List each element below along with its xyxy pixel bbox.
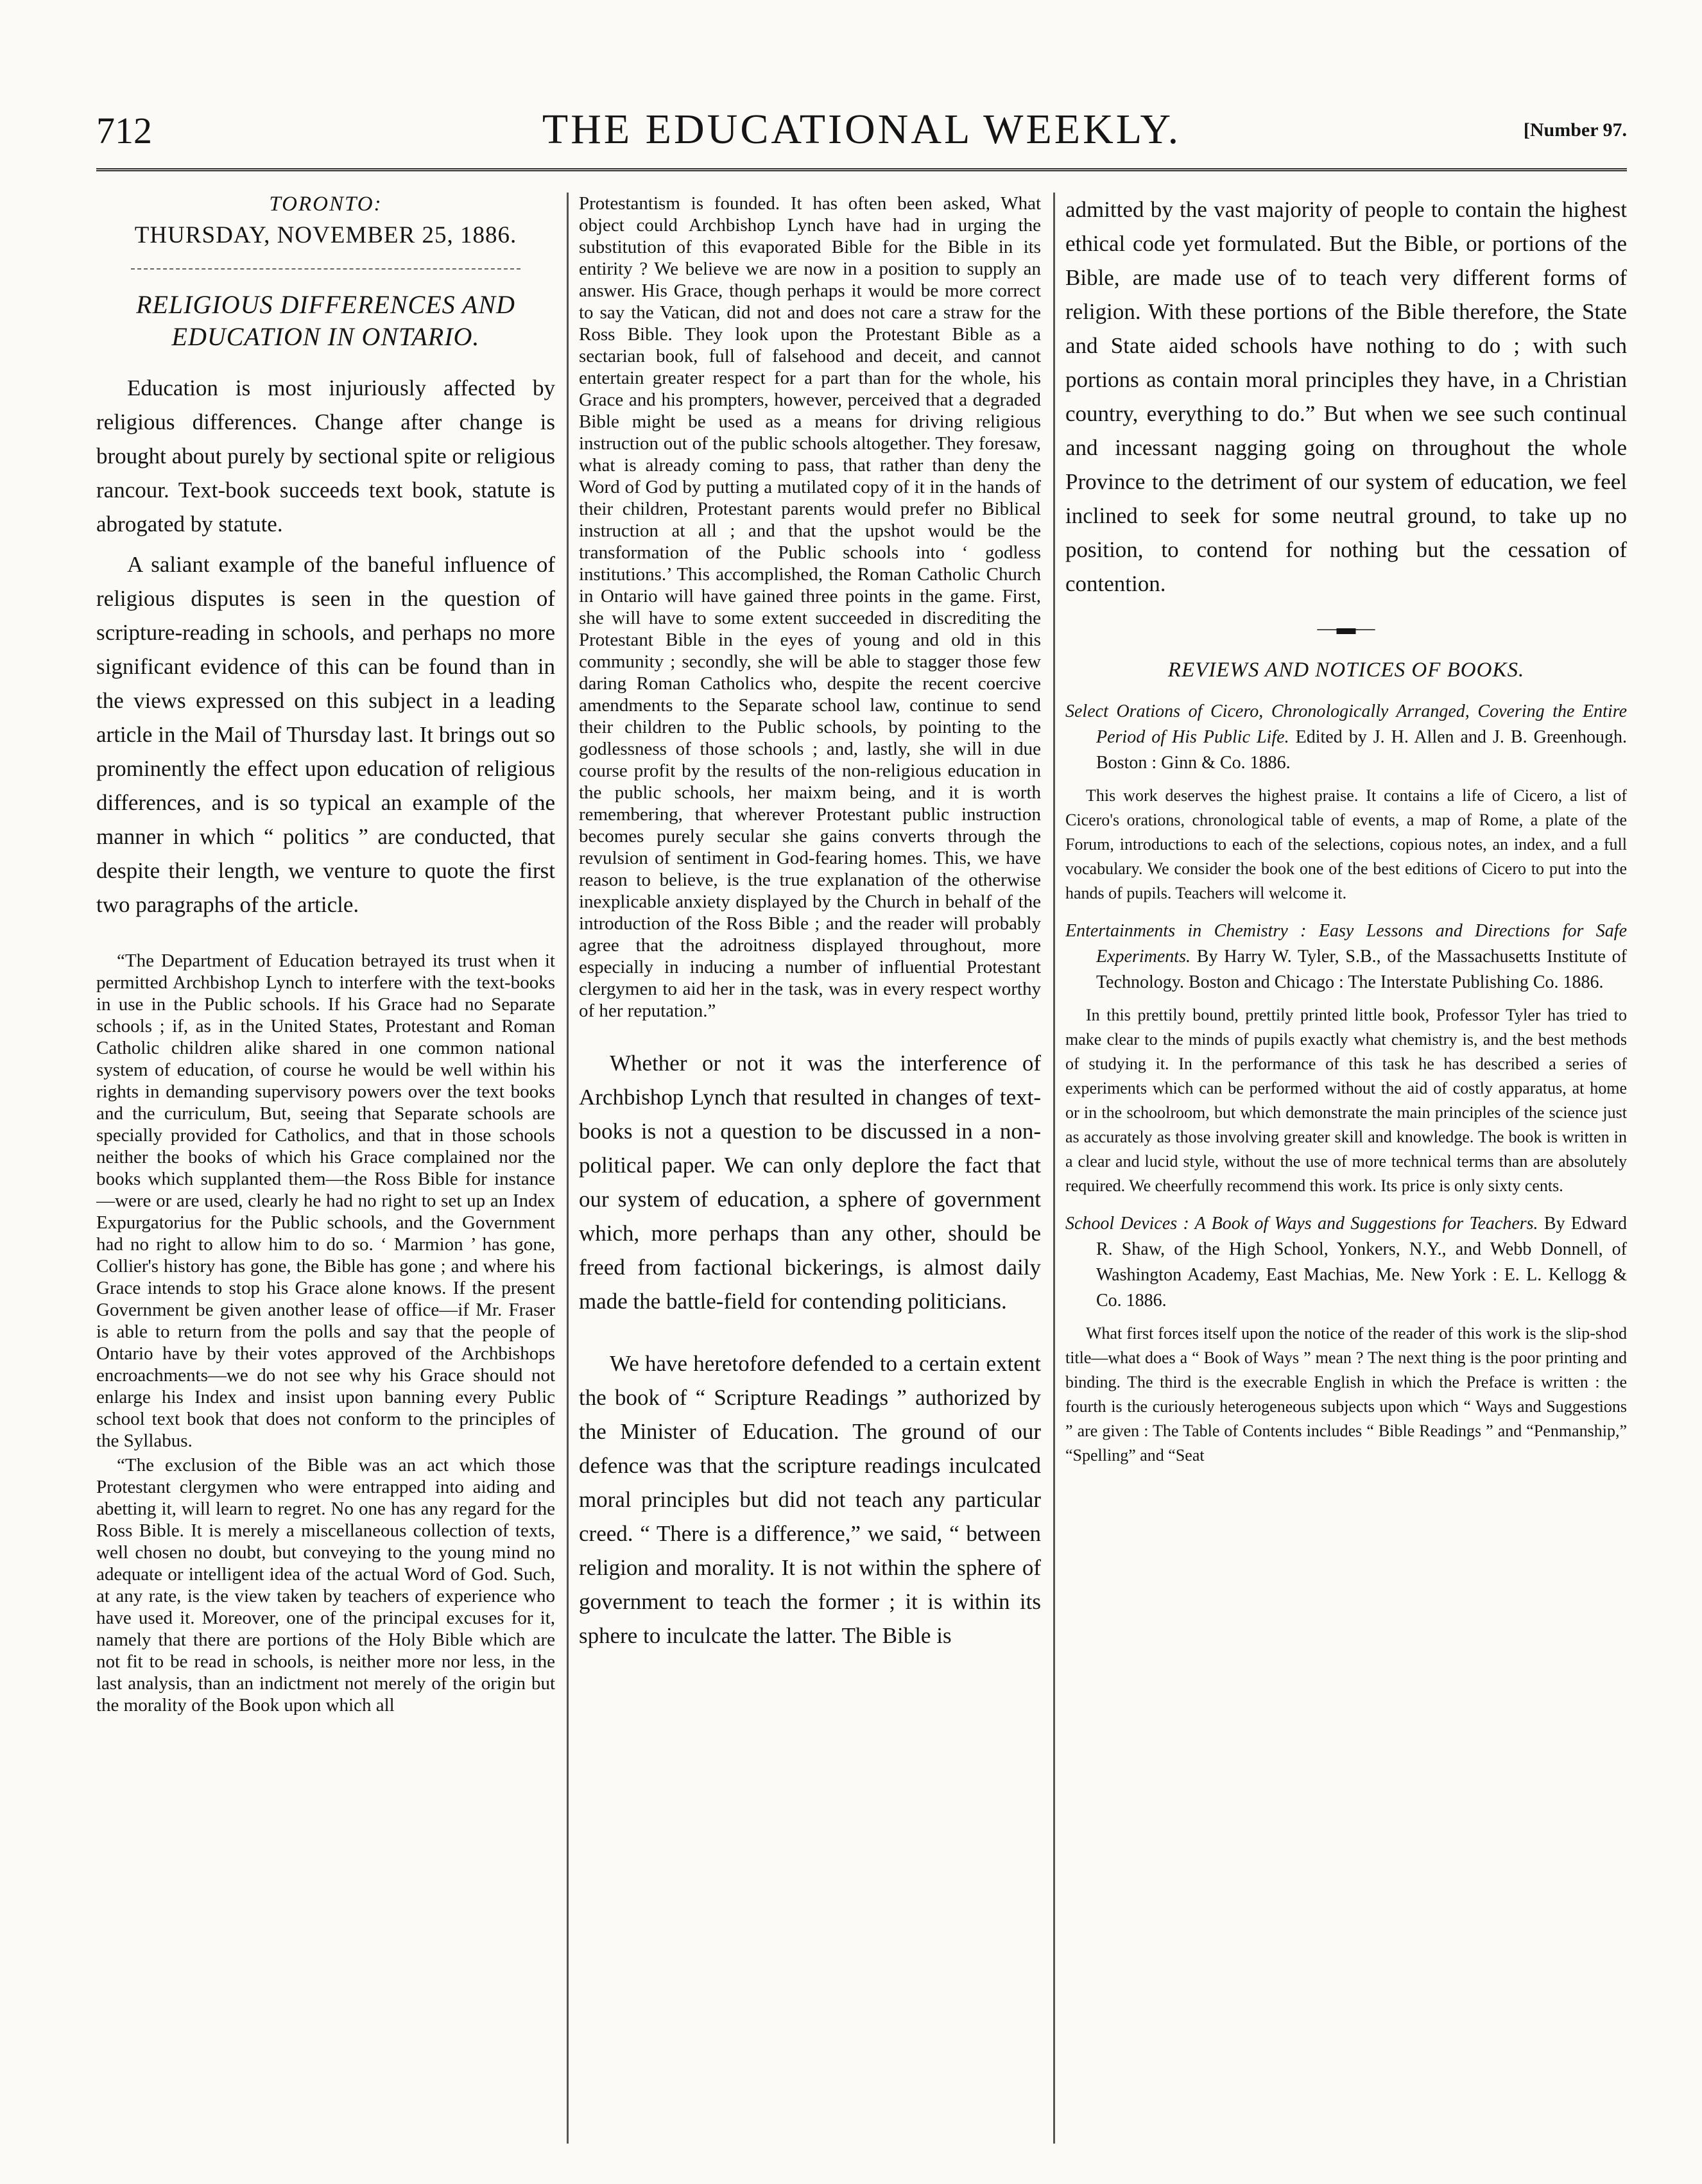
- column-rule: [1053, 193, 1055, 2144]
- reviews-heading: REVIEWS AND NOTICES OF BOOKS.: [1167, 658, 1525, 682]
- issue-number: [Number 97.: [1523, 119, 1627, 141]
- column-2: [579, 193, 1041, 2144]
- column-rule: [567, 193, 569, 2144]
- dateline-place: TORONTO:: [269, 193, 383, 216]
- quoted-paragraph-1: “The Department of Education betrayed its trust when it permitted Archbishop Lynch to interfere with the text-books in use in the Public schools. If his Grace had no Separate schools ; if, as in the United States, Protestant and Roman Catholic children alike shared in one common national system of education, of course he would be well within his rights in demanding supervisory powers over the text books and the curriculum, But, seeing that Separate schools are specially provided for Catholics, and that in those schools neither the books of which his Grace complained nor the books which supplanted them—the Ross Bible for instance—were or are used, clearly he had no right to set up an Index Expurgatorius for the Public schools, and the Government had no right to allow him to do so. ‘ Marmion ’ has gone, Collier's history has gone, the Bible has gone ; and where his Grace intends to stop his Grace alone knows. If the present Government be given another lease of office—if Mr. Fraser is able to return from the polls and say that the people of Ontario have by their votes approved of the Archbishops encroachments—we do not see why his Grace should not enlarge his Index and insist upon banning every Public school text book that does not conform to the principles of the Syllabus.: [96, 950, 555, 1451]
- quoted-paragraph-2-continued: Protestantism is founded. It has often been asked, What object could Archbishop Lynch have had in urging the substitution of this evaporated Bible for the Bible in its entirity ? We believe we are now in a position to supply an answer. His Grace, though perhaps it would be more correct to say the Vatican, did not and does not care a straw for the Ross Bible. They look upon the Protestant Bible as a sectarian book, full of falsehood and deceit, and cannot entertain greater respect for a part than for the whole, his Grace and his prompters, however, perceived that a degraded Bible might be used as a means for driving religious instruction out of the public schools altogether. They foresaw, what is already coming to pass, that rather than deny the Word of God by putting a mutilated copy of it in the hands of their children, Protestant parents would prefer no Biblical instruction at all ; and that the upshot would be the transformation of the Public schools into ‘ godless institutions.’ This accomplished, the Roman Catholic Church in Ontario will have gained three points in the game. First, she will have to some extent succeeded in discrediting the Protestant Bible in the eyes of young and old in this community ; secondly, she will be able to stagger those few daring Roman Catholics who, despite the recent coercive amendments to the Separate school law, continue to send their children to the Public schools, by pointing to the godlessness of those schools ; and, lastly, she will in due course profit by the results of the non-religious education in the public schools, her maixm being, and it is worth remembering, that wherever Protestant public instruction becomes purely secular she gains converts through the revulsion of sentiment in God-fearing homes. This, we have reason to believe, is the true explanation of the otherwise inexplicable anxiety displayed by the Church in behalf of the introduction of the Ross Bible ; and the reader will probably agree that the adroitness displayed throughout, more especially in inducing a number of influential Protestant clergymen to aid her in the task, was in every respect worthy of her reputation.”: [579, 193, 1041, 1021]
- column-3: [1065, 193, 1627, 2144]
- spacer: [579, 1325, 1041, 1346]
- page-header: [96, 96, 1627, 157]
- divider: [131, 268, 521, 270]
- quoted-paragraph-2: “The exclusion of the Bible was an act which those Protestant clergymen who were entrapped into aiding and abetting it, will learn to regret. No one has any regard for the Ross Bible. It is merely a miscellaneous collection of texts, well chosen no doubt, but conveying to the young mind no adequate or intelligent idea of the actual Word of God. Such, at any rate, is the view taken by teachers of experience who have used it. Moreover, one of the principal excuses for it, namely that there are portions of the Holy Bible which are not fit to be read in schools, is neither more nor less, in the last analysis, than an indictment not merely of the origin but the morality of the Book upon which all: [96, 1455, 555, 1715]
- review-3-body: What first forces itself upon the notice of the reader of this work is the slip-shod title—what does a “ Book of Ways ” mean ? The next thing is the poor printing and binding. The third is the execrable English in which the Preface is written : the fourth is the curiously heterogeneous subjects upon which “ Ways and Suggestions ” are given : The Table of Contents includes “ Bible Readings ” and “Penmanship,” “Spelling” and “Seat: [1065, 1324, 1627, 1465]
- article-title-line-2: EDUCATION IN ONTARIO.: [171, 322, 480, 351]
- header-rule: [96, 168, 1627, 171]
- review-2-title: Entertainments in Chemistry : Easy Lessons and Directions for Safe Experiments.: [1065, 921, 1627, 967]
- spacer: [96, 928, 555, 950]
- review-2-details: By Harry W. Tyler, S.B., of the Massachusetts Institute of Technology. Boston and Chicago : The Interstate Publishing Co. 1886.: [1096, 947, 1627, 992]
- review-3-title: School Devices : A Book of Ways and Suggestions for Teachers.: [1065, 1214, 1538, 1234]
- dateline-date: THURSDAY, NOVEMBER 25, 1886.: [134, 222, 517, 248]
- review-1-heading: [1065, 699, 1627, 776]
- article-paragraph-3: Whether or not it was the interference of Archbishop Lynch that resulted in changes of text-books is not a question to be discussed in a non-political paper. We can only deplore the fact that our system of education, a sphere of government which, more perhaps than any other, should be freed from factional bickerings, is almost daily made the battle-field for contending politicians.: [579, 1051, 1041, 1314]
- review-3-details: By Edward R. Shaw, of the High School, Yonkers, N.Y., and Webb Donnell, of Washington Academy, East Machias, Me. New York : E. L. Kellogg & Co. 1886.: [1096, 1214, 1627, 1311]
- newspaper-page: [96, 96, 1627, 2150]
- article-paragraph-2: A saliant example of the baneful influence of religious disputes is seen in the question of scripture-reading in schools, and perhaps no more significant evidence of this can be found than in the views expressed on this subject in a leading article in the Mail of Thursday last. It brings out so prominently the effect upon education of religious differences, and is so typical an example of the manner in which “ politics ” are conducted, that despite their length, we venture to quote the first two paragraphs of the article.: [96, 552, 555, 917]
- spacer: [579, 1024, 1041, 1046]
- review-1-details: Edited by J. H. Allen and J. B. Greenhough. Boston : Ginn & Co. 1886.: [1096, 727, 1627, 773]
- article-title: [96, 289, 555, 353]
- article-paragraph-1: Education is most injuriously affected by religious differences. Change after change is brought about purely by sectional spite or religious rancour. Text-book succeeds text book, statute is abrogated by statute.: [96, 375, 555, 537]
- review-2-body: In this prettily bound, prettily printed little book, Professor Tyler has tried to make clear to the minds of pupils exactly what chemistry is, and the best methods of studying it. In the performance of this task he has described a series of experiments which can be performed without the aid of costly apparatus, at home or in the schoolroom, but which demonstrate the main principles of the science just as accurately as those involving greater skill and knowledge. The book is written in a clear and lucid style, without the use of more technical terms than are absolutely required. We cheerfully recommend this work. Its price is only sixty cents.: [1065, 1006, 1627, 1195]
- page-number: 712: [96, 110, 152, 151]
- ornament-divider: —▬—: [1317, 617, 1375, 639]
- column-1: [96, 193, 555, 2144]
- article-paragraph-4-continued: admitted by the vast majority of people to contain the highest ethical code yet formulated. But the Bible, or portions of the Bible, are made use of to teach very different forms of religion. With these portions of the Bible therefore, the State and State aided schools have nothing to do ; with such portions as contain moral principles they have, in a Christian country, everything to do.” But when we see such continual and incessant nagging going on throughout the whole Province to the detriment of our system of education, we feel inclined to seek for some neutral ground, to take up no position, to contend for nothing but the cessation of contention.: [1065, 197, 1627, 596]
- review-1-body: This work deserves the highest praise. It contains a life of Cicero, a list of Cicero's orations, chronological table of events, a map of Rome, a plate of the Forum, introductions to each of the selections, copious notes, an index, and a full vocabulary. We consider the book one of the best editions of Cicero to put into the hands of pupils. Teachers will welcome it.: [1065, 786, 1627, 902]
- review-3-heading: [1065, 1211, 1627, 1314]
- publication-title: THE EDUCATIONAL WEEKLY.: [542, 106, 1182, 153]
- review-2-heading: [1065, 918, 1627, 995]
- article-title-line-1: RELIGIOUS DIFFERENCES AND: [136, 290, 515, 319]
- article-paragraph-4: We have heretofore defended to a certain extent the book of “ Scripture Readings ” authorized by the Minister of Education. The ground of our defence was that the scripture readings inculcated moral principles but did not teach any particular creed. “ There is a difference,” we said, “ between religion and morality. It is not within the sphere of government to teach the former ; it is within its sphere to inculcate the latter. The Bible is: [579, 1351, 1041, 1648]
- review-1-title: Select Orations of Cicero, Chronologically Arranged, Covering the Entire Period of His Public Life.: [1065, 701, 1627, 747]
